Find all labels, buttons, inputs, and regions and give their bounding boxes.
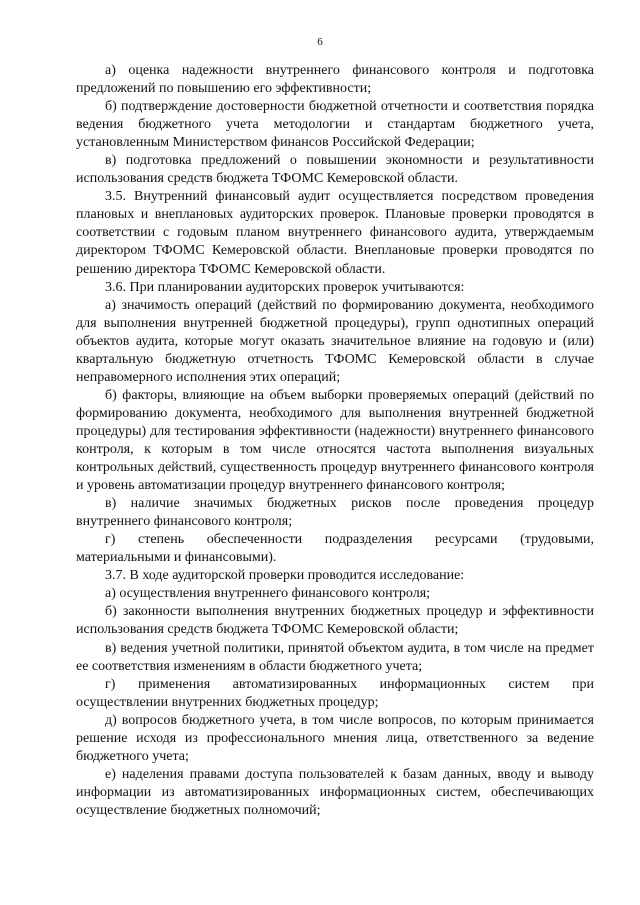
paragraph-item-v-economy-proposals: в) подготовка предложений о повышении экономности и результативности использования средств бюджета ТФОМС Кемеровской области. bbox=[76, 153, 594, 187]
paragraph-section-3-5: 3.5. Внутренний финансовый аудит осуществляется посредством проведения плановых и внеплановых аудиторских проверок. Плановые проверки проводятся в соответствии с годовым планом внутреннего финансового аудита, утверждаемым директором ТФОМС Кемеровской области. Внеплановые проверки проводятся по решению директора ТФОМС Кемеровской области. bbox=[76, 189, 594, 277]
paragraph-item-a-audit-assessment: а) оценка надежности внутреннего финансового контроля и подготовка предложений по повышению его эффективности; bbox=[76, 63, 594, 97]
paragraph-3-6-item-b: б) факторы, влияющие на объем выборки проверяемых операций (действий по формированию документа, необходимого для выполнения внутренней бюджетной процедуры) для тестирования эффективности (надежности) внутреннего финансового контроля, к которым в том числе относятся частота выполнения визуальных контрольных действий, существенность процедур внутреннего финансового контроля и уровень автоматизации процедур внутреннего финансового контроля; bbox=[76, 387, 594, 494]
paragraph-3-7-item-v: в) ведения учетной политики, принятой объектом аудита, в том числе на предмет ее соответствия изменениям в области бюджетного учета; bbox=[76, 640, 594, 674]
paragraph-3-7-item-g: г) применения автоматизированных информационных систем при осуществлении внутренних бюджетных процедур; bbox=[76, 676, 594, 710]
paragraph-3-7-item-d: д) вопросов бюджетного учета, в том числе вопросов, по которым принимается решение исходя из профессионального мнения лица, ответственного за ведение бюджетного учета; bbox=[76, 712, 594, 764]
page-number: 6 bbox=[317, 36, 323, 48]
paragraph-3-6-item-a: а) значимость операций (действий по формированию документа, необходимого для выполнения внутренней бюджетной процедуры), групп однотипных операций объектов аудита, которые могут оказать значительное влияние на годовую и (или) квартальную бюджетную отчетность ТФОМС Кемеровской области в случае неправомерного исполнения этих операций; bbox=[76, 297, 594, 385]
document-body bbox=[76, 62, 594, 820]
paragraph-section-3-6: 3.6. При планировании аудиторских проверок учитываются: bbox=[105, 279, 465, 295]
paragraph-3-6-item-v: в) наличие значимых бюджетных рисков после проведения процедур внутреннего финансового контроля; bbox=[76, 496, 594, 530]
paragraph-3-7-item-a: а) осуществления внутреннего финансового контроля; bbox=[105, 586, 431, 602]
paragraph-3-7-item-b: б) законности выполнения внутренних бюджетных процедур и эффективности использования средств бюджета ТФОМС Кемеровской области; bbox=[76, 604, 594, 638]
paragraph-section-3-7: 3.7. В ходе аудиторской проверки проводится исследование: bbox=[105, 568, 465, 584]
paragraph-item-b-reporting-confirmation: б) подтверждение достоверности бюджетной отчетности и соответствия порядка ведения бюджетного учета методологии и стандартам бюджетного учета, установленным Министерством финансов Российской Федерации; bbox=[76, 99, 594, 151]
paragraph-3-7-item-e: е) наделения правами доступа пользователей к базам данных, вводу и выводу информации из автоматизированных информационных систем, обеспечивающих осуществление бюджетных полномочий; bbox=[76, 766, 594, 818]
paragraph-3-6-item-g: г) степень обеспеченности подразделения ресурсами (трудовыми, материальными и финансовыми). bbox=[76, 532, 594, 566]
